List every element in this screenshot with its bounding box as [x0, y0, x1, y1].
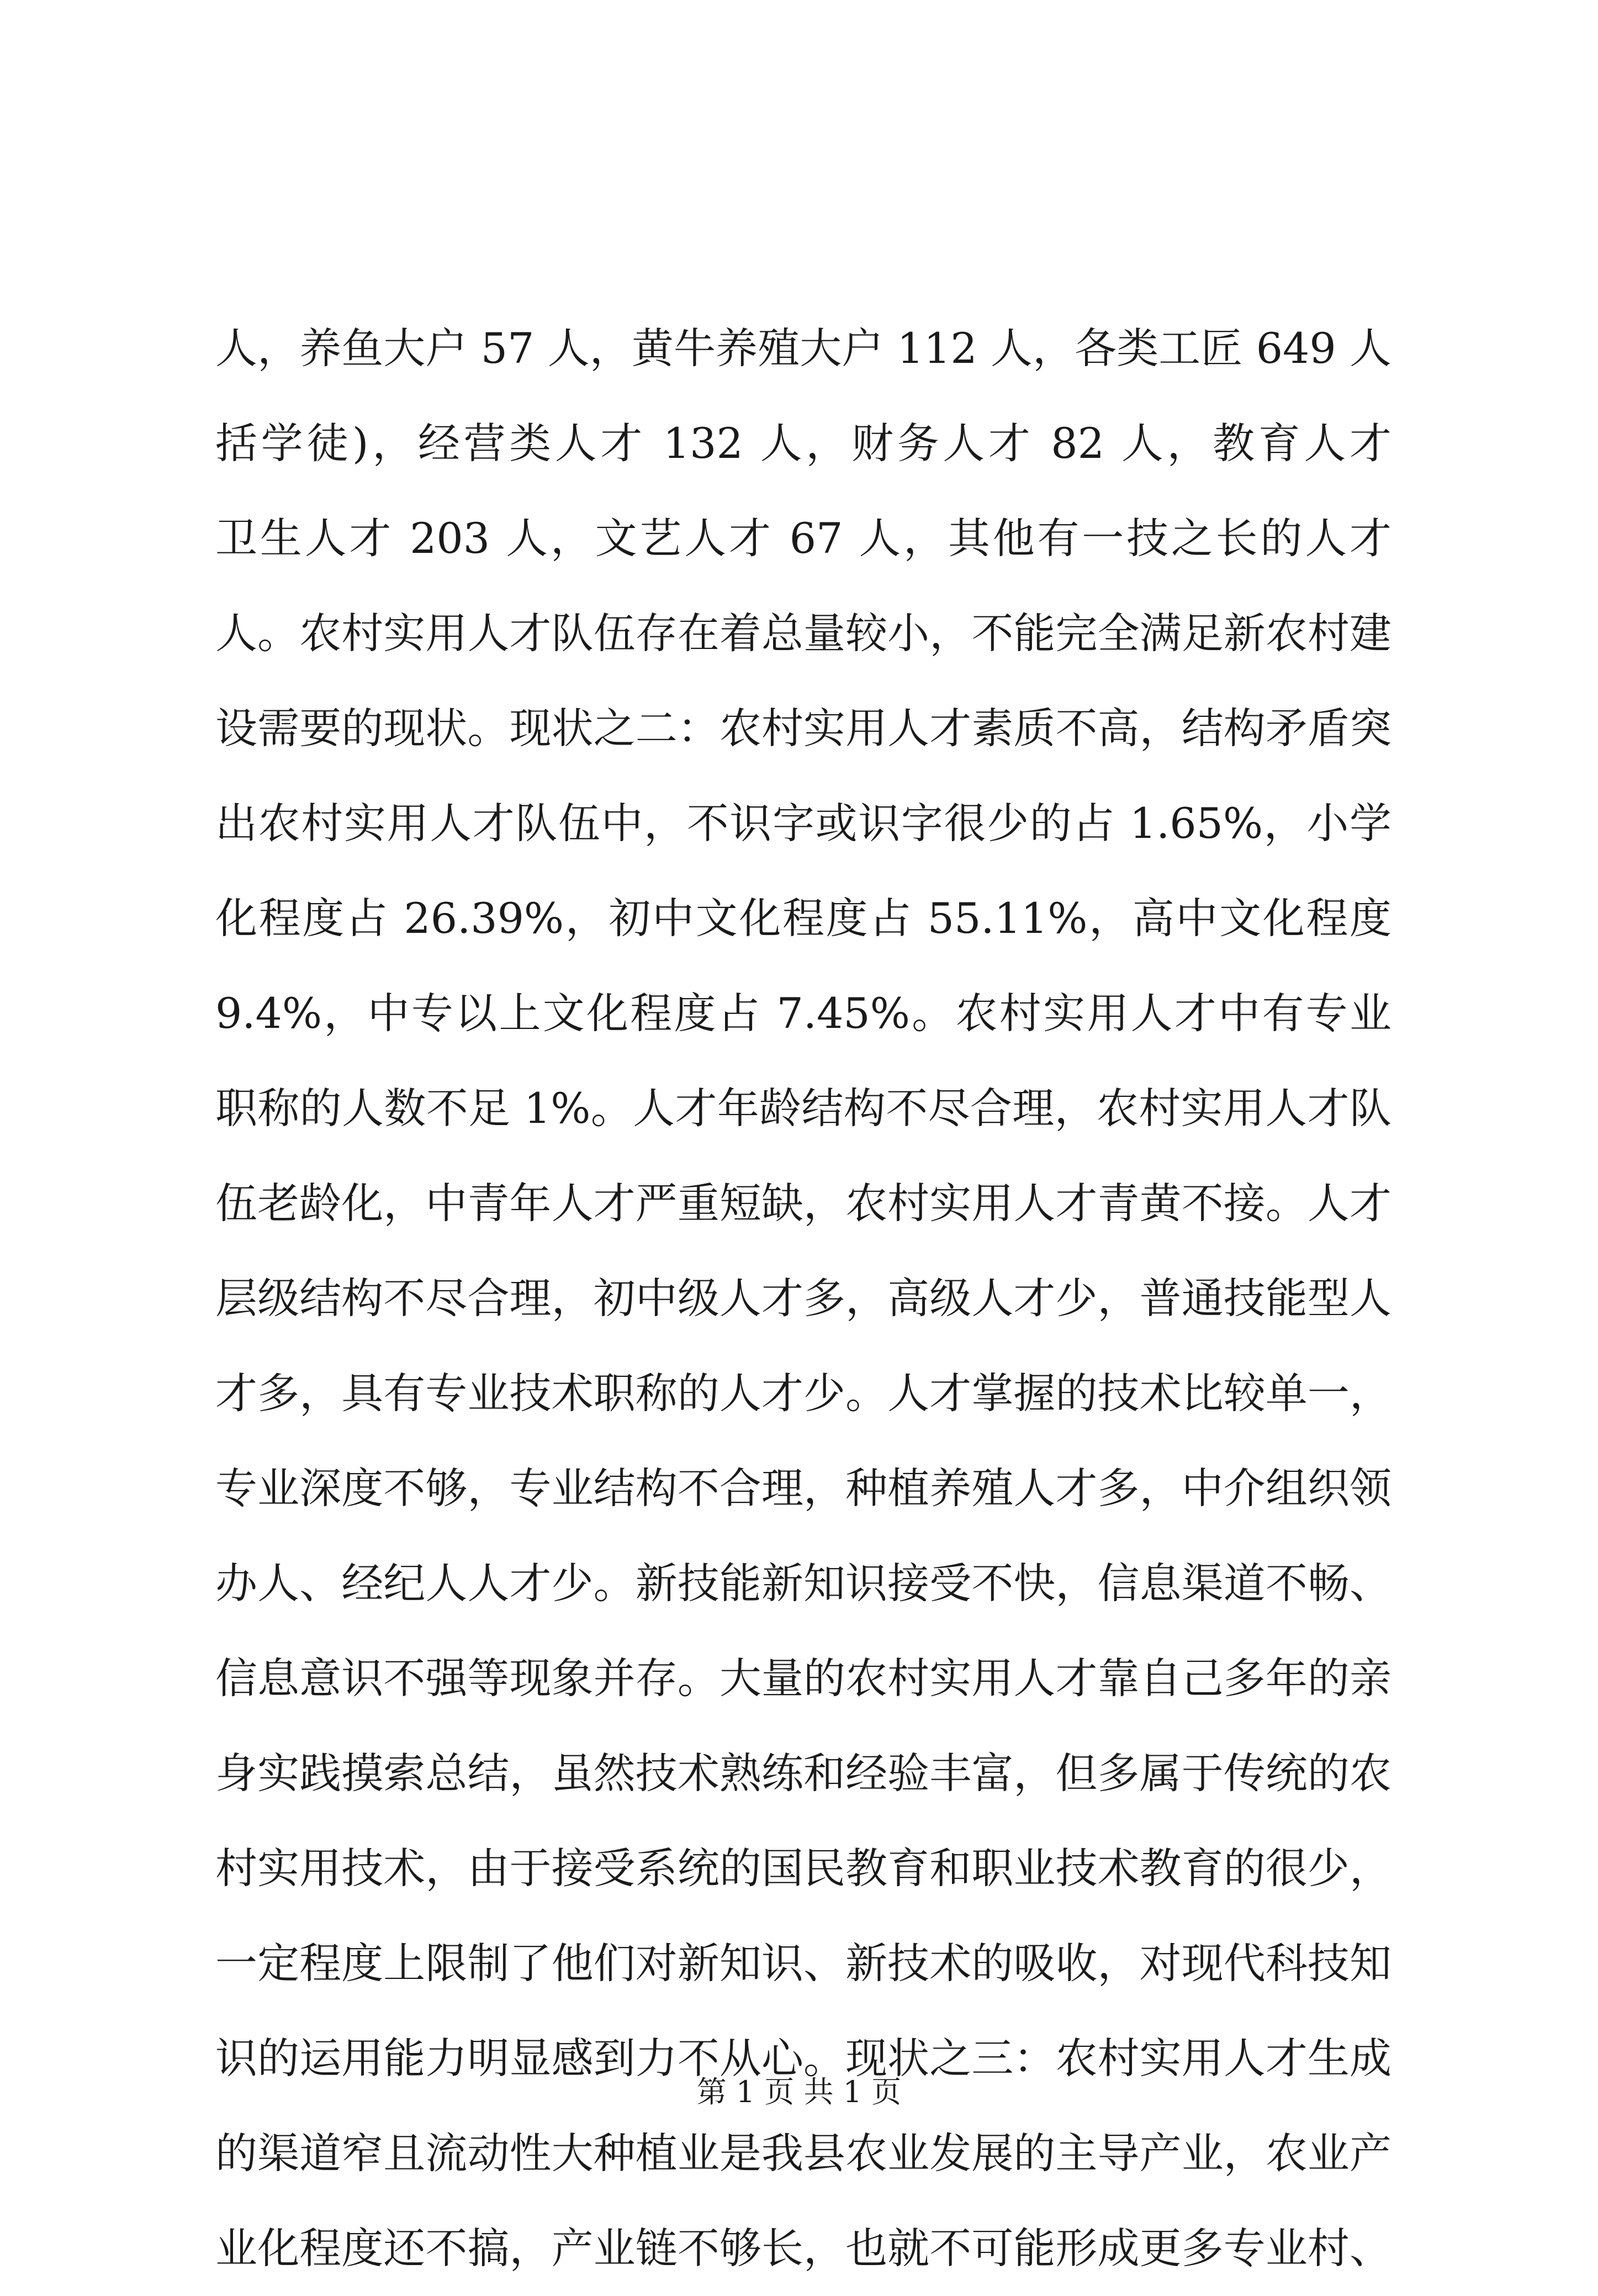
text-line-12: 才多，具有专业技术职称的人才少。人才掌握的技术比较单一，	[215, 1369, 1391, 1418]
text-line-11: 层级结构不尽合理，初中级人才多，高级人才少，普通技能型人	[215, 1274, 1391, 1323]
text-line-7: 化程度占 26.39%，初中文化程度占 55.11%，高中文化程度	[215, 894, 1391, 943]
page-number-label: 第 1 页 共 1 页	[696, 2075, 902, 2109]
text-line-3: 卫生人才 203 人，文艺人才 67 人，其他有一技之长的人才	[215, 514, 1391, 563]
text-line-14: 办人、经纪人人才少。新技能新知识接受不快，信息渠道不畅、	[215, 1559, 1391, 1608]
text-line-4: 人。农村实用人才队伍存在着总量较小，不能完全满足新农村建	[215, 609, 1391, 658]
text-line-10: 伍老龄化，中青年人才严重短缺，农村实用人才青黄不接。人才	[215, 1179, 1391, 1228]
text-line-19: 识的运用能力明显感到力不从心。现状之三：农村实用人才生成	[215, 2034, 1391, 2083]
body-paragraph	[215, 301, 1391, 2296]
text-line-16: 身实践摸索总结，虽然技术熟练和经验丰富，但多属于传统的农	[215, 1749, 1391, 1798]
text-line-15: 信息意识不强等现象并存。大量的农村实用人才靠自己多年的亲	[215, 1654, 1391, 1703]
text-line-2: 括学徒)，经营类人才 132 人，财务人才 82 人，教育人才	[215, 419, 1391, 468]
text-line-5: 设需要的现状。现状之二：农村实用人才素质不高，结构矛盾突	[215, 704, 1391, 753]
text-line-17: 村实用技术，由于接受系统的国民教育和职业技术教育的很少，	[215, 1844, 1391, 1893]
text-line-18: 一定程度上限制了他们对新知识、新技术的吸收，对现代科技知	[215, 1939, 1391, 1988]
text-line-20: 的渠道窄且流动性大种植业是我县农业发展的主导产业，农业产	[215, 2129, 1391, 2178]
text-line-8: 9.4%，中专以上文化程度占 7.45%。农村实用人才中有专业	[215, 989, 1391, 1038]
text-line-9: 职称的人数不足 1%。人才年龄结构不尽合理，农村实用人才队	[215, 1084, 1391, 1133]
text-line-1: 人，养鱼大户 57 人，黄牛养殖大户 112 人，各类工匠 649 人	[215, 324, 1391, 373]
text-line-6: 出农村实用人才队伍中，不识字或识字很少的占 1.65%，小学	[215, 799, 1391, 848]
text-line-21: 业化程度还不搞，产业链不够长，也就不可能形成更多专业村、	[215, 2224, 1391, 2273]
text-line-13: 专业深度不够，专业结构不合理，种植养殖人才多，中介组织领	[215, 1464, 1391, 1513]
page-footer	[0, 2068, 1598, 2111]
